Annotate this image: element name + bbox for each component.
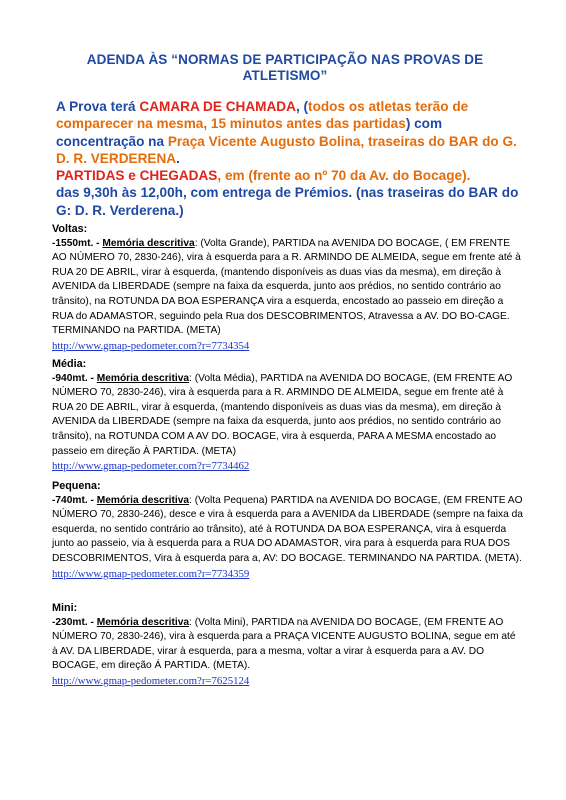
section-description: : (Volta Grande), PARTIDA na AVENIDA DO BOCAGE, ( EM FRENTE AO NÚMERO 70, 2830-246), vira à esquerda para a R. ARMINDO DE ALMEIDA, segue em frente até à RUA 20 DE ABRIL, virar à esquerda, (mantendo disponíveis as duas vias da mesma), em direção à AVENIDA da LIBERDADE (sempre na faixa da esquerda, junto aos prédios, no sentido contrário ao trânsito), na ROTUNDA DA BOA ESPERANÇA vira a esquerda, encostado ao passeio em direção a RUA do ADAMASTOR, seguindo pela Rua dos DESCOBRIMENTOS, Atravessa a AV. DO BO-CAGE. TERMINANDO na PARTIDA. (META)	[52, 237, 521, 337]
section-body	[52, 617, 516, 672]
section-mini	[52, 601, 524, 688]
section-distance: -1550mt. -	[52, 237, 100, 249]
section-voltas	[52, 222, 524, 353]
section-body	[52, 495, 523, 564]
route-link[interactable]: http://www.gmap-pedometer.com?r=7734354	[52, 339, 250, 352]
section-description: : (Volta Mini), PARTIDA na AVENIDA DO BOCAGE, (EM FRENTE AO NÚMERO 70, 2830-246), vira à esquerda para a PRAÇA VICENTE AUGUSTO BOLINA, segue em até à AV. DA LIBERDADE, virar à esquerda, para a mesma, voltar a virar à esquerda para a AV. DO BOCAGE, em direção Á PARTIDA. (META).	[52, 616, 516, 672]
memoria-descritiva-label: Memória descritiva	[96, 494, 190, 506]
intro-text-4: todos os atletas terão de comparecer na mesma, 15 minutos antes das partidas	[56, 99, 469, 132]
intro-text-3: , (	[295, 99, 309, 114]
partidas-chegadas: PARTIDAS e CHEGADAS	[56, 168, 218, 184]
title-line-1: ADENDA ÀS “NORMAS DE PARTICIPAÇÃO NAS PROVAS DE	[86, 52, 484, 67]
section-body	[52, 373, 512, 457]
intro-schedule: das 9,30h às 12,00h, com entrega de Prémios. (nas traseiras do BAR do G: D. R. Verderena.)	[56, 185, 519, 218]
section-distance: -740mt. -	[52, 494, 94, 506]
intro-paragraph	[56, 98, 526, 219]
route-link[interactable]: http://www.gmap-pedometer.com?r=7625124	[52, 674, 250, 687]
section-description: : (Volta Média), PARTIDA na AVENIDA DO BOCAGE, (EM FRENTE AO NÚMERO 70, 2830-246), vira à esquerda para a R. ARMINDO DE ALMEIDA, segue em frente até à RUA 20 DE ABRIL, virar à esquerda, (mantendo disponíveis as duas vias da mesma), em direção à AVENIDA da LIBERDADE (sempre na faixa da esquerda, junto aos prédios, no sentido contrário ao trânsito), na ROTUNDA COM A AV DO. BOCAGE, vira à esquerda, PARA A MESMA encostado ao passeio em direção À PARTIDA. (META)	[52, 372, 513, 457]
document-title	[40, 52, 530, 84]
intro-text-5: ) com concentração na	[56, 116, 443, 149]
title-line-2: ATLETISMO”	[242, 68, 328, 83]
memoria-descritiva-label: Memória descritiva	[96, 616, 190, 628]
section-heading: Mini:	[52, 602, 78, 614]
route-link[interactable]: http://www.gmap-pedometer.com?r=7734359	[52, 567, 250, 580]
section-pequena	[52, 479, 524, 581]
section-distance: -940mt. -	[52, 372, 94, 384]
memoria-descritiva-label: Memória descritiva	[96, 372, 190, 384]
camara-de-chamada: CAMARA DE CHAMADA	[139, 99, 296, 114]
section-heading: Voltas:	[52, 223, 88, 235]
section-description: : (Volta Pequena) PARTIDA na AVENIDA DO BOCAGE, (EM FRENTE AO NÚMERO 70, 2830-246), desce e vira à esquerda para a AVENIDA da LIBERDADE (sempre na faixa da esquerda, no sentido contrário ao trânsito), até à ROTUNDA DA BOA ESPERANÇA, vira à esquerda junto ao passeio, via à esquerda para a RUA DO ADAMASTOR, vira para à esquerda para RUA DOS DESCOBRIMENTOS, Vira à esquerda para a, AV: DO BOCAGE. TERMINANDO NA PARTIDA. (META).	[52, 494, 523, 564]
intro-location: Praça Vicente Augusto Bolina, traseiras do BAR do G. D. R. VERDERENA	[56, 133, 517, 166]
section-distance: -230mt. -	[52, 616, 94, 628]
intro-text-1: A Prova terá	[56, 99, 140, 114]
section-body	[52, 238, 521, 337]
section-media	[52, 357, 524, 473]
section-heading: Pequena:	[52, 480, 101, 492]
intro-text-9: , em (frente ao nº 70 da Av. do Bocage).	[217, 168, 471, 184]
route-link[interactable]: http://www.gmap-pedometer.com?r=7734462	[52, 460, 250, 473]
section-heading: Média:	[52, 358, 87, 370]
intro-text-7: .	[176, 150, 180, 166]
memoria-descritiva-label: Memória descritiva	[102, 237, 195, 249]
